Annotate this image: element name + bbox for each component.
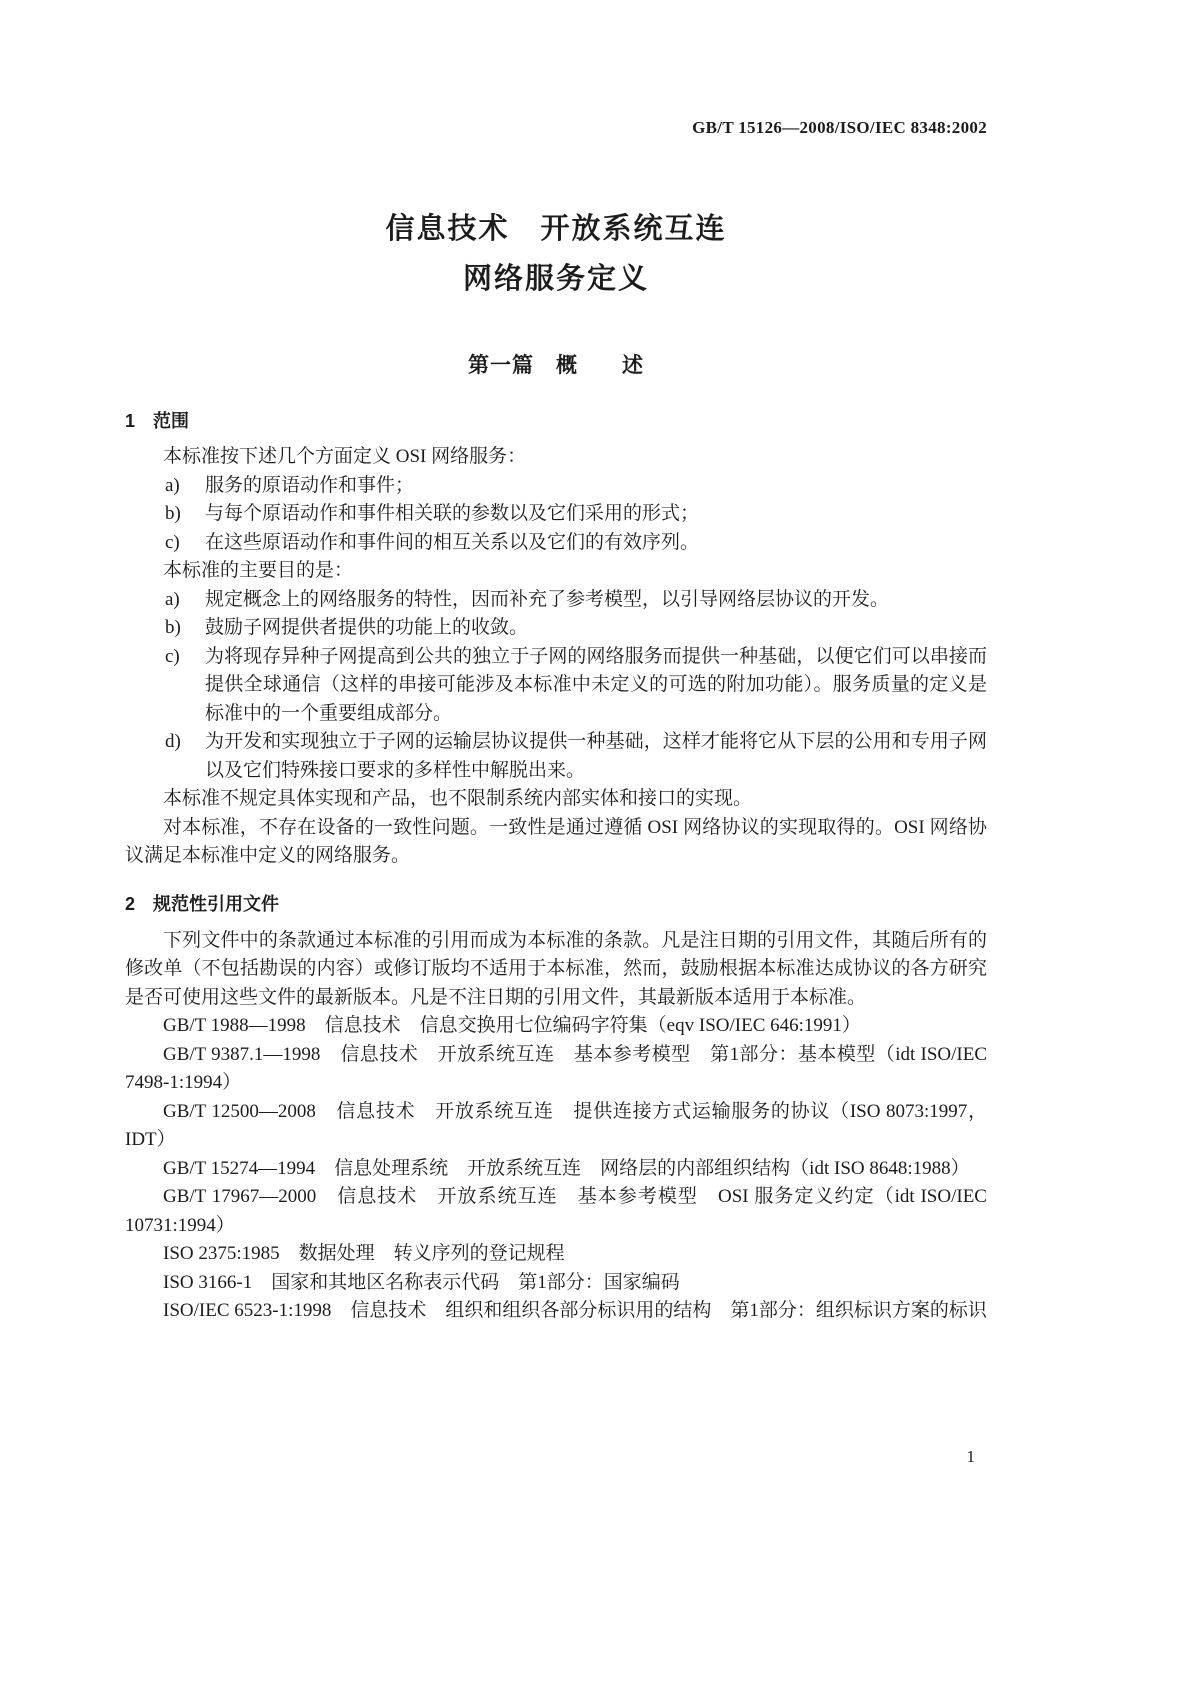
standard-code: GB/T 15126—2008/ISO/IEC 8348:2002 (692, 118, 987, 137)
reference-item: GB/T 12500—2008 信息技术 开放系统互连 提供连接方式运输服务的协议（ISO 8073:1997，IDT） (125, 1100, 987, 1150)
list-item (125, 643, 987, 729)
section-1-intro: 本标准按下述几个方面定义 OSI 网络服务： (163, 446, 527, 467)
section-1-closing-2: 对本标准，不存在设备的一致性问题。一致性是通过遵循 OSI 网络协议的实现取得的。OSI 网络协议满足本标准中定义的网络服务。 (125, 816, 987, 866)
list-item-text: 规定概念上的网络服务的特性，因而补充了参考模型，以引导网络层协议的开发。 (205, 588, 890, 610)
list-item-label: a) (165, 474, 180, 496)
reference-item: GB/T 9387.1—1998 信息技术 开放系统互连 基本参考模型 第1部分：基本模型（idt ISO/IEC 7498-1:1994） (125, 1043, 987, 1093)
list-item (125, 614, 987, 643)
page-content (125, 0, 987, 1326)
list-item (125, 586, 987, 615)
list-item (125, 728, 987, 785)
reference-item: ISO/IEC 6523-1:1998 信息技术 组织和组织各部分标识用的结构 第1部分：组织标识方案的标识 (163, 1300, 987, 1321)
list-item-label: b) (165, 503, 181, 524)
list-item-text: 与每个原语动作和事件相关联的参数以及它们采用的形式； (205, 503, 700, 524)
list-item (125, 500, 987, 529)
list-item (125, 529, 987, 558)
list-item (125, 472, 987, 501)
reference-item: ISO 3166-1 国家和其地区名称表示代码 第1部分：国家编码 (163, 1271, 680, 1293)
list-item-text: 服务的原语动作和事件； (205, 474, 415, 496)
document-title (125, 204, 987, 304)
list-item-text: 为开发和实现独立于子网的运输层协议提供一种基础，这样才能将它从下层的公用和专用子网以及它们特殊接口要求的多样性中解脱出来。 (205, 731, 987, 781)
reference-item: GB/T 17967—2000 信息技术 开放系统互连 基本参考模型 OSI 服务定义约定（idt ISO/IEC 10731:1994） (125, 1186, 987, 1236)
list-item-label: c) (165, 645, 180, 667)
page-number: 1 (966, 1447, 975, 1466)
list-item-label: a) (165, 588, 180, 610)
document-title-line-2: 网络服务定义 (462, 263, 649, 295)
list-item-label: d) (165, 731, 181, 752)
section-1-heading: 1 范围 (125, 411, 190, 431)
list-item-text: 为将现存异种子网提高到公共的独立于子网的网络服务而提供一种基础，以便它们可以串接而提供全球通信（这样的串接可能涉及本标准中未定义的可选的附加功能）。服务质量的定义是标准中的一个重要组成部分。 (205, 645, 987, 724)
list-item-text: 在这些原语动作和事件间的相互关系以及它们的有效序列。 (205, 531, 700, 553)
reference-item: ISO 2375:1985 数据处理 转义序列的登记规程 (163, 1243, 565, 1264)
section-2-intro: 下列文件中的条款通过本标准的引用而成为本标准的条款。凡是注日期的引用文件，其随后所有的修改单（不包括勘误的内容）或修订版均不适用于本标准，然而，鼓励根据本标准达成协议的各方研究是否可使用这些文件的最新版本。凡是不注日期的引用文件，其最新版本适用于本标准。 (125, 929, 987, 1008)
list-item-label: c) (165, 531, 180, 553)
list-item-text: 鼓励子网提供者提供的功能上的收敛。 (205, 617, 529, 638)
reference-item: GB/T 15274—1994 信息处理系统 开放系统互连 网络层的内部组织结构（idt ISO 8648:1988） (163, 1157, 970, 1179)
part-heading: 第一篇 概 述 (468, 354, 644, 377)
section-2-heading: 2 规范性引用文件 (125, 893, 280, 914)
section-1-purpose-intro: 本标准的主要目的是： (163, 560, 354, 581)
document-title-line-1: 信息技术 开放系统互连 (385, 213, 727, 245)
list-item-label: b) (165, 617, 181, 638)
section-1-closing-1: 本标准不规定具体实现和产品，也不限制系统内部实体和接口的实现。 (163, 788, 753, 809)
reference-item: GB/T 1988—1998 信息技术 信息交换用七位编码字符集（eqv ISO/IEC 646:1991） (163, 1015, 861, 1036)
